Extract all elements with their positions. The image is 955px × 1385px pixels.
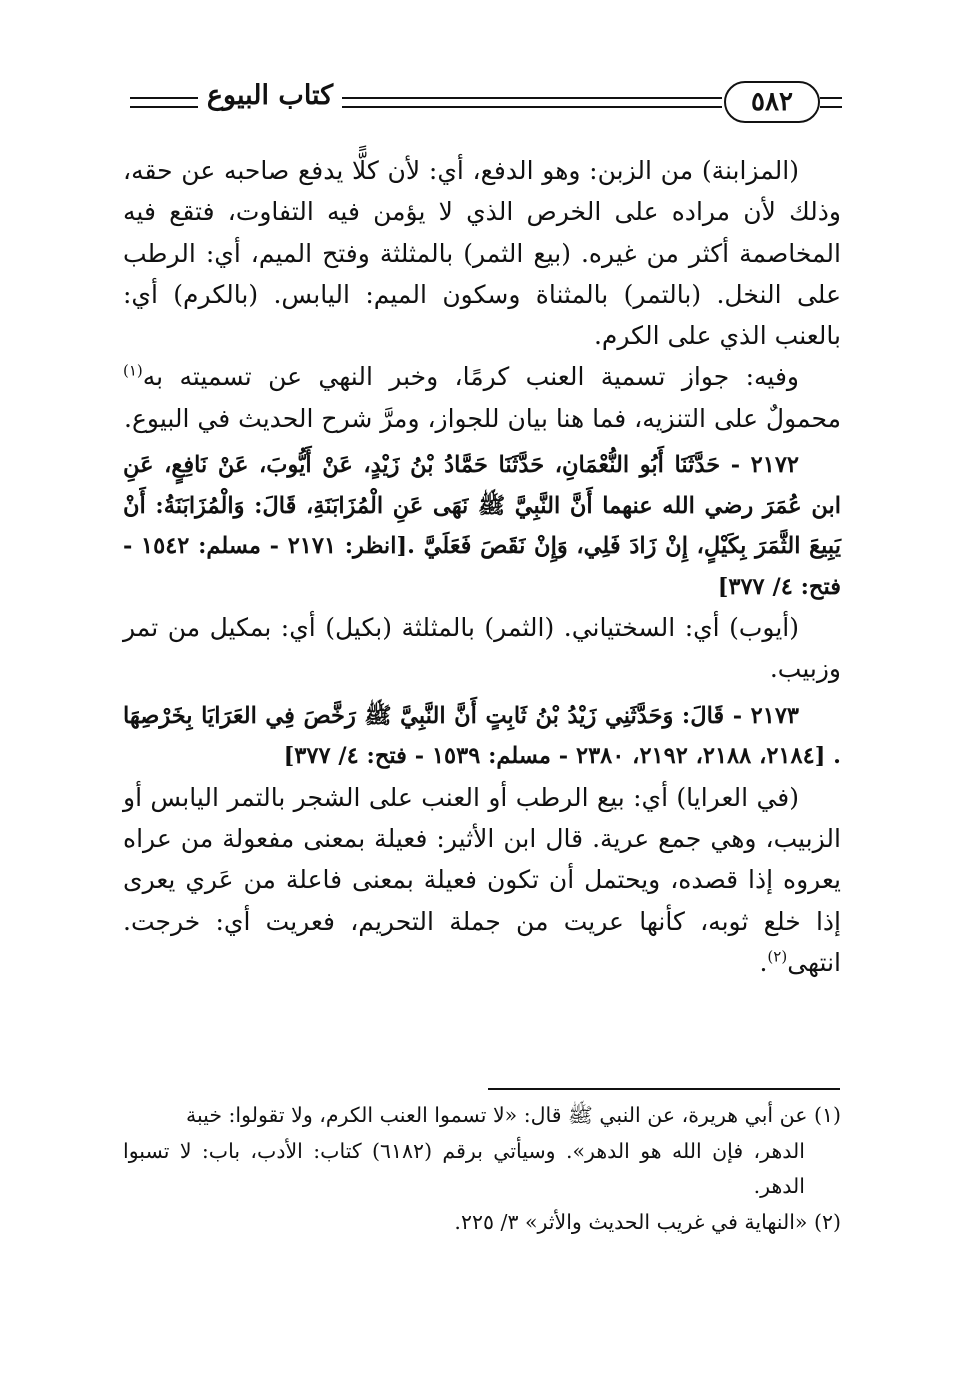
header-rule-middle — [342, 97, 722, 108]
running-title: كتاب البيوع — [206, 80, 334, 111]
paragraph-text: . — [759, 947, 768, 977]
commentary-paragraph: (المزابنة) من الزبن: وهو الدفع، أي: لأن كلًّا يدفع صاحبه عن حقه، وذلك لأن مراده على الخرص الذي لا يؤمن فيه التفاوت، فتقع فيه المخاصمة أكثر من غيره. (بيع الثمر) بالمثلثة وفتح الميم، أي: الرطب على النخل. (بالتمر) بالمثناة وسكون الميم: اليابس. (بالكرم) أي: بالعنب الذي على الكرم. — [123, 156, 841, 351]
footnote-separator — [488, 1088, 840, 1090]
hadith-text: ٢١٧٢ - حَدَّثَنَا أَبُو النُّعْمَانِ، حَدَّثَنَا حَمَّادُ بْنُ زَيْدٍ، عَنْ أَيُّوبَ، عَنْ نَافِعٍ، عَنِ ابن عُمَرَ رضي الله عنهما أَنَّ النَّبِيَّ ﷺ نَهَى عَنِ الْمُزَابَنَةِ، قَالَ: وَالْمُزَابَنَةُ: أَنْ يَبِيعَ الثَّمَرَ بِكَيْلٍ، إِنْ زَادَ فَلِي، وَإِنْ نَقَصَ فَعَلَيَّ .[انظر: ٢١٧١ - مسلم: ١٥٤٢ - فتح: ٤/ ٣٧٧] — [123, 452, 841, 600]
paragraph-text: (في العرايا) أي: بيع الرطب أو العنب على الشجر بالتمر اليابس أو الزبيب، وهي جمع عرية. قال ابن الأثير: فعيلة بمعنى مفعولة من عراه يعروه إذا قصده، ويحتمل أن تكون فعيلة بمعنى فاعلة من عَري يعرى إذا خلع ثوبه، كأنها عريت من جملة التحريم، فعريت أي: خرجت. انتهى — [123, 782, 841, 977]
commentary-paragraph — [123, 356, 841, 439]
footnote-1-line: (١) عن أبي هريرة، عن النبي ﷺ قال: «لا تسموا العنب الكرم، ولا تقولوا: خيبة — [185, 1103, 841, 1127]
paragraph-text: وفيه: جواز تسمية العنب كرمًا، وخبر النهي عن تسميته به — [142, 362, 799, 392]
footnote-marker[interactable]: (٢) — [767, 947, 788, 966]
footnotes — [123, 1098, 841, 1240]
page-number: ٥٨٢ — [724, 81, 820, 123]
header-rule-left — [130, 97, 198, 108]
paragraph-text: محمولٌ على التنزيه، فما هنا بيان للجواز، ومرَّ شرح الحديث في البيوع. — [124, 403, 841, 433]
commentary-paragraph — [123, 777, 841, 983]
header-rule-right — [820, 97, 842, 108]
footnote-1-continuation: الدهر، فإن الله هو الدهر». وسيأتي برقم (٦١٨٢) كتاب: الأدب، باب: لا تسبوا الدهر. — [123, 1138, 805, 1198]
hadith-text: ٢١٧٣ - قَالَ: وَحَدَّثَنِي زَيْدُ بْنُ ثَابِتٍ أَنَّ النَّبِيَّ ﷺ رَخَّصَ فِي العَرَايَا بِخَرْصِهَا . [٢١٨٤، ٢١٨٨، ٢١٩٢، ٢٣٨٠ - مسلم: ١٥٣٩ - فتح: ٤/ ٣٧٧] — [123, 702, 841, 770]
commentary-paragraph: (أيوب) أي: السختياني. (الثمر) بالمثلثة (بكيل) أي: بمكيل من تمر وزبيب. — [123, 613, 841, 684]
footnote-2: (٢) «النهاية في غريب الحديث والأثر» ٣/ ٢٢٥. — [454, 1209, 841, 1234]
main-text — [123, 150, 841, 983]
footnote-marker[interactable]: (١) — [123, 362, 143, 381]
page-header — [120, 78, 840, 124]
